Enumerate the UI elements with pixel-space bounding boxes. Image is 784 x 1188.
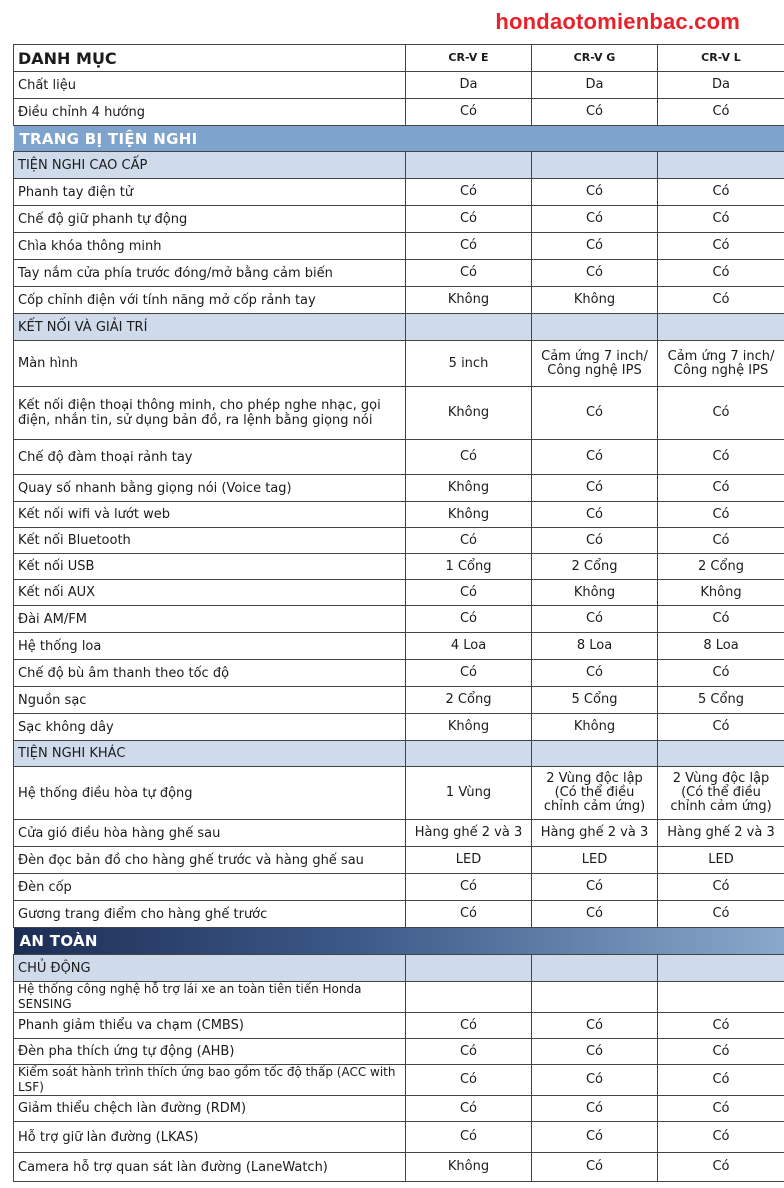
- spec-row: [14, 502, 784, 528]
- spec-value: 1 Cổng: [406, 554, 532, 580]
- spec-value: Có: [658, 528, 784, 554]
- spec-label: Hệ thống điều hòa tự động: [14, 767, 406, 820]
- spec-value: 5 Cổng: [532, 687, 658, 714]
- spec-row: [14, 714, 784, 741]
- spec-table-body: [14, 45, 784, 1182]
- spec-row: [14, 606, 784, 633]
- spec-value: 1 Vùng: [406, 767, 532, 820]
- spec-value: Có: [658, 179, 784, 206]
- spec-value: Hàng ghế 2 và 3: [532, 820, 658, 847]
- spec-row: [14, 982, 784, 1013]
- spec-label: Hệ thống công nghệ hỗ trợ lái xe an toàn tiên tiến Honda SENSING: [14, 982, 406, 1013]
- subsection-empty-cell: [406, 955, 532, 982]
- spec-value: Da: [658, 72, 784, 99]
- spec-value: Có: [532, 475, 658, 502]
- spec-label: Nguồn sạc: [14, 687, 406, 714]
- spec-row: [14, 633, 784, 660]
- spec-value: Có: [658, 502, 784, 528]
- spec-value: Không: [532, 287, 658, 314]
- spec-value: Có: [532, 606, 658, 633]
- spec-value: Có: [658, 1039, 784, 1065]
- spec-row: [14, 901, 784, 928]
- spec-row: [14, 1122, 784, 1153]
- spec-value: Có: [406, 1013, 532, 1039]
- subsection-empty-cell: [658, 741, 784, 767]
- spec-value: Có: [532, 901, 658, 928]
- subsection-row: [14, 741, 784, 767]
- spec-row: [14, 820, 784, 847]
- spec-label: Sạc không dây: [14, 714, 406, 741]
- subsection-title: KẾT NỐI VÀ GIẢI TRÍ: [14, 314, 406, 341]
- spec-value: Có: [658, 1122, 784, 1153]
- spec-value: LED: [532, 847, 658, 874]
- spec-value: Không: [658, 580, 784, 606]
- spec-value: Có: [532, 528, 658, 554]
- spec-value: Không: [532, 580, 658, 606]
- spec-value: Có: [532, 502, 658, 528]
- spec-row: [14, 1096, 784, 1122]
- spec-value: Có: [406, 1096, 532, 1122]
- spec-label: Chế độ bù âm thanh theo tốc độ: [14, 660, 406, 687]
- spec-row: [14, 440, 784, 475]
- spec-value: Có: [658, 714, 784, 741]
- spec-value: 2 Vùng độc lập (Có thể điều chỉnh cảm ứng): [658, 767, 784, 820]
- subsection-empty-cell: [532, 741, 658, 767]
- spec-value: Có: [658, 206, 784, 233]
- spec-value: Có: [658, 1065, 784, 1096]
- spec-value: Da: [406, 72, 532, 99]
- spec-row: [14, 1039, 784, 1065]
- spec-label: Màn hình: [14, 341, 406, 387]
- spec-value: LED: [658, 847, 784, 874]
- spec-value: Có: [406, 874, 532, 901]
- spec-label: Chế độ đàm thoại rảnh tay: [14, 440, 406, 475]
- subsection-row: [14, 152, 784, 179]
- spec-label: Chất liệu: [14, 72, 406, 99]
- spec-label: Giảm thiểu chệch làn đường (RDM): [14, 1096, 406, 1122]
- spec-value: 2 Cổng: [406, 687, 532, 714]
- spec-value: 4 Loa: [406, 633, 532, 660]
- header-model-g: CR-V G: [532, 45, 658, 72]
- spec-value: Có: [532, 233, 658, 260]
- spec-value: Có: [406, 660, 532, 687]
- section-title: AN TOÀN: [14, 928, 784, 955]
- spec-label: Kết nối Bluetooth: [14, 528, 406, 554]
- spec-label: Điều chỉnh 4 hướng: [14, 99, 406, 126]
- spec-value: 2 Cổng: [658, 554, 784, 580]
- spec-row: [14, 475, 784, 502]
- spec-value: Có: [658, 287, 784, 314]
- subsection-title: TIỆN NGHI CAO CẤP: [14, 152, 406, 179]
- spec-value: Có: [406, 233, 532, 260]
- subsection-row: [14, 955, 784, 982]
- spec-value: Có: [532, 1122, 658, 1153]
- spec-value: Có: [406, 179, 532, 206]
- spec-row: [14, 1065, 784, 1096]
- spec-row: [14, 528, 784, 554]
- spec-row: [14, 767, 784, 820]
- subsection-empty-cell: [658, 314, 784, 341]
- spec-label: Hệ thống loa: [14, 633, 406, 660]
- spec-value: 2 Cổng: [532, 554, 658, 580]
- spec-value: [532, 982, 658, 1013]
- header-model-l: CR-V L: [658, 45, 784, 72]
- spec-value: Da: [532, 72, 658, 99]
- spec-value: Có: [658, 901, 784, 928]
- spec-label: Chìa khóa thông minh: [14, 233, 406, 260]
- spec-value: Có: [532, 660, 658, 687]
- spec-label: Camera hỗ trợ quan sát làn đường (LaneWatch): [14, 1153, 406, 1182]
- section-header-row: [14, 928, 784, 955]
- spec-value: Có: [406, 1065, 532, 1096]
- spec-row: [14, 687, 784, 714]
- spec-label: Đèn đọc bản đồ cho hàng ghế trước và hàng ghế sau: [14, 847, 406, 874]
- spec-label: Quay số nhanh bằng giọng nói (Voice tag): [14, 475, 406, 502]
- spec-value: 5 inch: [406, 341, 532, 387]
- spec-value: Không: [532, 714, 658, 741]
- spec-row: [14, 874, 784, 901]
- spec-value: Có: [658, 233, 784, 260]
- header-row: [14, 45, 784, 72]
- spec-row: [14, 341, 784, 387]
- spec-value: Có: [658, 874, 784, 901]
- spec-value: Có: [658, 99, 784, 126]
- spec-value: Không: [406, 475, 532, 502]
- header-category: DANH MỤC: [14, 45, 406, 72]
- spec-value: Có: [532, 206, 658, 233]
- spec-value: Có: [658, 660, 784, 687]
- spec-value: 5 Cổng: [658, 687, 784, 714]
- spec-value: 2 Vùng độc lập (Có thể điều chỉnh cảm ứng): [532, 767, 658, 820]
- spec-value: Không: [406, 387, 532, 440]
- section-title: TRANG BỊ TIỆN NGHI: [14, 126, 784, 152]
- spec-value: Hàng ghế 2 và 3: [406, 820, 532, 847]
- spec-row: [14, 179, 784, 206]
- subsection-title: CHỦ ĐỘNG: [14, 955, 406, 982]
- spec-row: [14, 72, 784, 99]
- spec-value: Không: [406, 502, 532, 528]
- spec-row: [14, 287, 784, 314]
- spec-value: Có: [658, 475, 784, 502]
- spec-label: Gương trang điểm cho hàng ghế trước: [14, 901, 406, 928]
- spec-value: Có: [658, 1013, 784, 1039]
- subsection-empty-cell: [658, 152, 784, 179]
- spec-label: Kết nối AUX: [14, 580, 406, 606]
- spec-value: Có: [658, 1153, 784, 1182]
- spec-value: Có: [406, 1122, 532, 1153]
- spec-value: [658, 982, 784, 1013]
- spec-value: 8 Loa: [532, 633, 658, 660]
- spec-row: [14, 387, 784, 440]
- spec-value: Có: [532, 1096, 658, 1122]
- spec-row: [14, 580, 784, 606]
- spec-label: Cốp chỉnh điện với tính năng mở cốp rảnh tay: [14, 287, 406, 314]
- subsection-empty-cell: [658, 955, 784, 982]
- spec-label: Cửa gió điều hòa hàng ghế sau: [14, 820, 406, 847]
- spec-value: Có: [406, 260, 532, 287]
- header-model-e: CR-V E: [406, 45, 532, 72]
- spec-label: Đèn cốp: [14, 874, 406, 901]
- spec-label: Tay nắm cửa phía trước đóng/mở bằng cảm biến: [14, 260, 406, 287]
- subsection-empty-cell: [532, 152, 658, 179]
- spec-value: Có: [406, 580, 532, 606]
- subsection-row: [14, 314, 784, 341]
- spec-row: [14, 206, 784, 233]
- spec-label: Phanh giảm thiểu va chạm (CMBS): [14, 1013, 406, 1039]
- spec-value: Có: [532, 1065, 658, 1096]
- spec-label: Phanh tay điện tử: [14, 179, 406, 206]
- spec-row: [14, 233, 784, 260]
- subsection-empty-cell: [532, 314, 658, 341]
- spec-label: Kết nối wifi và lướt web: [14, 502, 406, 528]
- spec-value: Có: [406, 528, 532, 554]
- spec-value: Hàng ghế 2 và 3: [658, 820, 784, 847]
- spec-value: Không: [406, 714, 532, 741]
- spec-value: Có: [532, 1013, 658, 1039]
- spec-value: Có: [658, 260, 784, 287]
- spec-value: Có: [532, 1153, 658, 1182]
- spec-value: Cảm ứng 7 inch/ Công nghệ IPS: [658, 341, 784, 387]
- spec-value: Có: [406, 901, 532, 928]
- spec-value: 8 Loa: [658, 633, 784, 660]
- spec-value: Có: [532, 260, 658, 287]
- spec-value: Có: [658, 1096, 784, 1122]
- subsection-title: TIỆN NGHI KHÁC: [14, 741, 406, 767]
- spec-value: Có: [532, 1039, 658, 1065]
- spec-value: Có: [532, 874, 658, 901]
- spec-label: Đài AM/FM: [14, 606, 406, 633]
- subsection-empty-cell: [406, 314, 532, 341]
- section-header-row: [14, 126, 784, 152]
- spec-value: Không: [406, 1153, 532, 1182]
- spec-value: Có: [658, 387, 784, 440]
- subsection-empty-cell: [406, 152, 532, 179]
- spec-value: LED: [406, 847, 532, 874]
- spec-value: Có: [532, 179, 658, 206]
- subsection-empty-cell: [532, 955, 658, 982]
- spec-label: Kiểm soát hành trình thích ứng bao gồm tốc độ thấp (ACC with LSF): [14, 1065, 406, 1096]
- spec-row: [14, 1013, 784, 1039]
- spec-value: Có: [406, 1039, 532, 1065]
- spec-value: Có: [532, 99, 658, 126]
- spec-value: Có: [658, 606, 784, 633]
- spec-label: Hỗ trợ giữ làn đường (LKAS): [14, 1122, 406, 1153]
- spec-row: [14, 99, 784, 126]
- spec-row: [14, 660, 784, 687]
- spec-value: Có: [406, 606, 532, 633]
- spec-label: Đèn pha thích ứng tự động (AHB): [14, 1039, 406, 1065]
- spec-value: [406, 982, 532, 1013]
- spec-value: Có: [532, 440, 658, 475]
- spec-value: Có: [406, 206, 532, 233]
- spec-value: Có: [658, 440, 784, 475]
- spec-value: Có: [406, 99, 532, 126]
- spec-value: Có: [532, 387, 658, 440]
- spec-row: [14, 1153, 784, 1182]
- subsection-empty-cell: [406, 741, 532, 767]
- spec-value: Không: [406, 287, 532, 314]
- site-watermark: hondaotomienbac.com: [495, 9, 740, 34]
- spec-label: Chế độ giữ phanh tự động: [14, 206, 406, 233]
- spec-value: Cảm ứng 7 inch/ Công nghệ IPS: [532, 341, 658, 387]
- spec-row: [14, 554, 784, 580]
- spec-label: Kết nối điện thoại thông minh, cho phép nghe nhạc, gọi điện, nhắn tin, sử dụng bản đồ, ra lệnh bằng giọng nói: [14, 387, 406, 440]
- spec-table: [13, 44, 784, 1182]
- spec-value: Có: [406, 440, 532, 475]
- spec-row: [14, 260, 784, 287]
- spec-label: Kết nối USB: [14, 554, 406, 580]
- spec-row: [14, 847, 784, 874]
